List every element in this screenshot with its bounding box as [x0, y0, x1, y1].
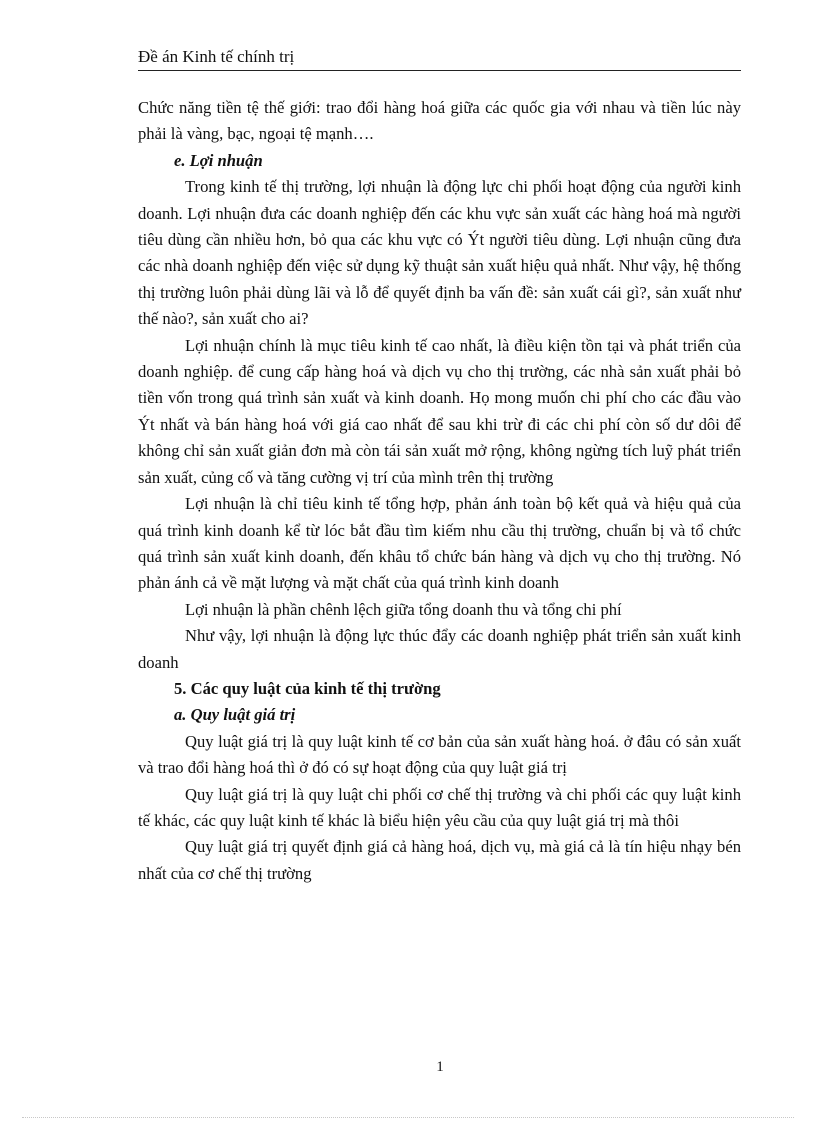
paragraph: Quy luật giá trị là quy luật chi phối cơ chế thị trường và chi phối các quy luật kinh tế khác, các quy luật kinh tế khác là biểu hiện yêu cầu của quy luật giá trị mà thôi — [138, 784, 741, 830]
paragraph: Như vậy, lợi nhuận là động lực thúc đẩy các doanh nghiệp phát triển sản xuất kinh doanh — [138, 626, 741, 672]
intro-paragraph: Chức năng tiền tệ thế giới: trao đổi hàng hoá giữa các quốc gia với nhau và tiền lúc này phải là vàng, bạc, ngoại tệ mạnh…. — [138, 98, 741, 144]
section-heading-market-laws: 5. Các quy luật của kinh tế thị trường — [174, 678, 441, 698]
subheading-law-of-value: a. Quy luật giá trị — [174, 705, 296, 725]
paragraph: Lợi nhuận là phần chênh lệch giữa tổng doanh thu và tổng chi phí — [185, 599, 622, 619]
subheading-profit: e. Lợi nhuận — [174, 150, 263, 170]
header-divider — [138, 70, 741, 71]
running-header: Đề án Kinh tế chính trị — [138, 47, 295, 66]
document-body — [138, 95, 741, 887]
paragraph: Lợi nhuận chính là mục tiêu kinh tế cao nhất, là điều kiện tồn tại và phát triển của doanh nghiệp. để cung cấp hàng hoá và dịch vụ cho thị trường, các nhà sản xuất phải bỏ tiền vốn trong quá trình sản xuất và kinh doanh. Họ mong muốn chi phí cho các đầu vào Ýt nhất và bán hàng hoá với giá cao nhất để sau khi trừ đi các chi phí còn số dư dôi để không chỉ sản xuất giản đơn mà còn tái sản xuất mở rộng, không ngừng tích luỹ phát triển sản xuất, củng cố và tăng cường vị trí của mình trên thị trường — [138, 335, 741, 487]
paragraph: Lợi nhuận là chỉ tiêu kinh tế tổng hợp, phản ánh toàn bộ kết quả và hiệu quả của quá trình kinh doanh kể từ lóc bắt đầu tìm kiếm nhu cầu thị trường, chuẩn bị và tổ chức quá trình sản xuất kinh doanh, đến khâu tổ chức bán hàng và dịch vụ cho thị trường. Nó phản ánh cả về mặt lượng và mặt chất của quá trình kinh doanh — [138, 494, 741, 593]
paragraph: Trong kinh tế thị trường, lợi nhuận là động lực chi phối hoạt động của người kinh doanh. Lợi nhuận đưa các doanh nghiệp đến các khu vực sản xuất các hàng hoá mà người tiêu dùng cần nhiều hơn, bỏ qua các khu vực có Ýt người tiêu dùng. Lợi nhuận cũng đưa các nhà doanh nghiệp đến việc sử dụng kỹ thuật sản xuất hiệu quả nhất. Như vậy, hệ thống thị trường luôn phải dùng lãi và lỗ để quyết định ba vấn đề: sản xuất cái gì?, sản xuất như thế nào?, sản xuất cho ai? — [138, 177, 741, 329]
paragraph: Quy luật giá trị là quy luật kinh tế cơ bản của sản xuất hàng hoá. ở đâu có sản xuất và trao đổi hàng hoá thì ở đó có sự hoạt động của quy luật giá trị — [138, 731, 741, 778]
paragraph: Quy luật giá trị quyết định giá cả hàng hoá, dịch vụ, mà giá cả là tín hiệu nhạy bén nhất của cơ chế thị trường — [138, 837, 741, 883]
page-number: 1 — [436, 1059, 444, 1075]
page-bottom-border — [22, 1117, 794, 1118]
